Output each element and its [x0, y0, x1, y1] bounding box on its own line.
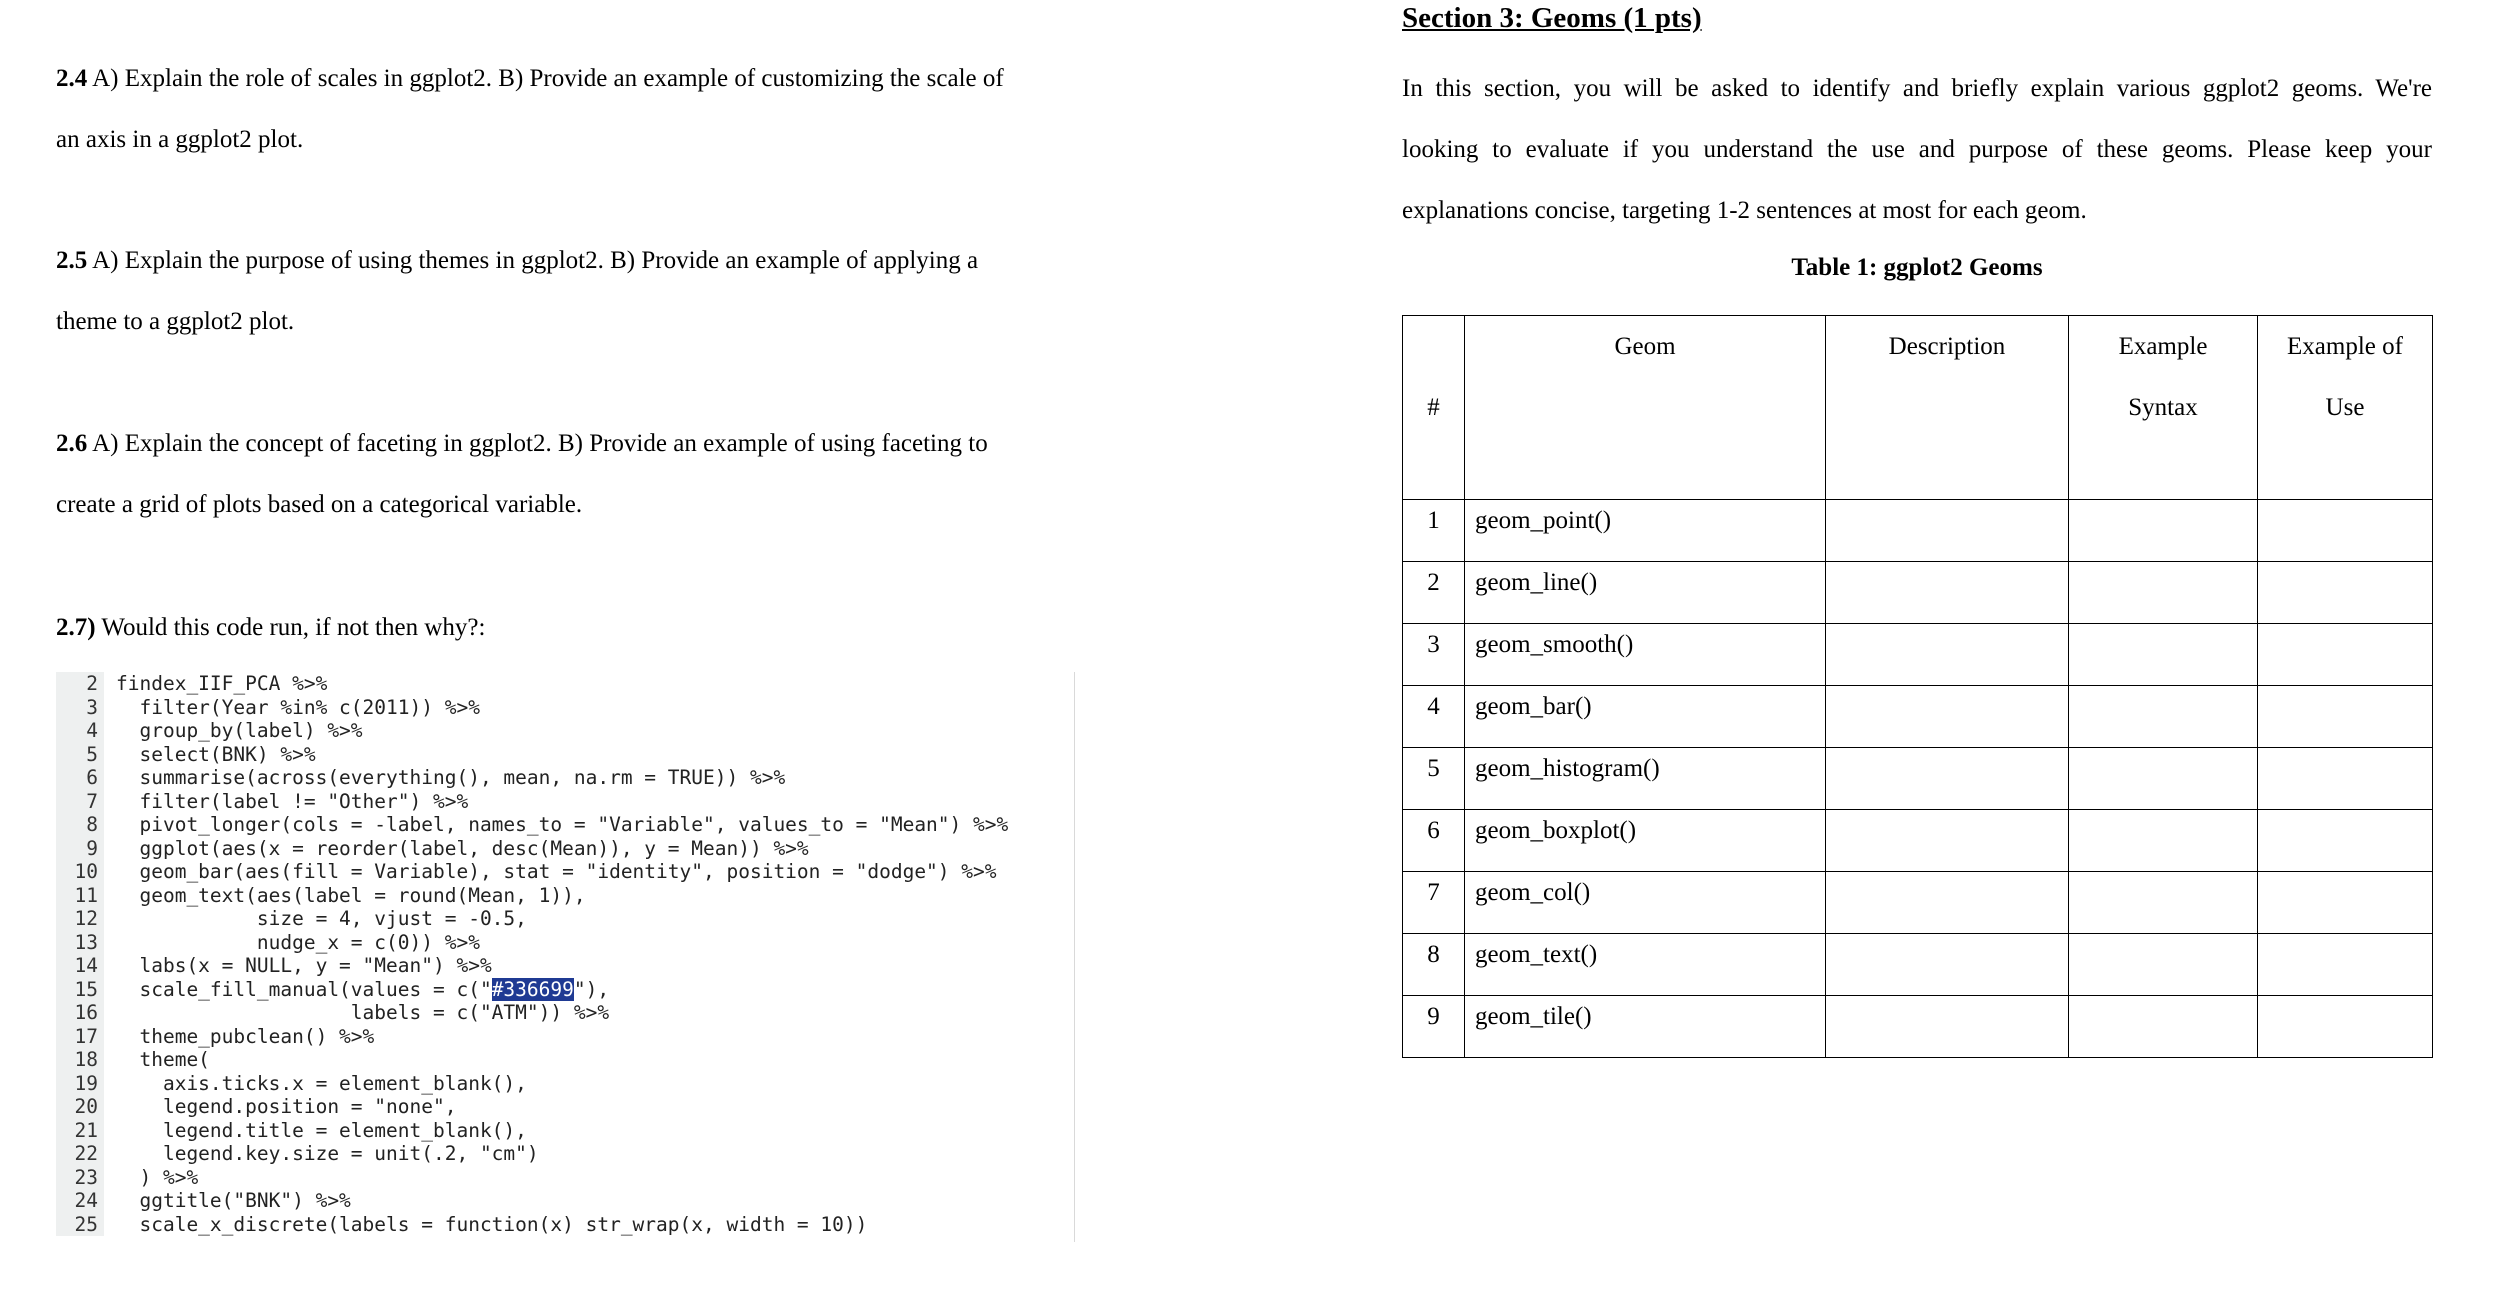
code-line [56, 1213, 1074, 1237]
line-number: 13 [56, 931, 104, 955]
code-line [56, 1025, 1074, 1049]
question-line: an axis in a ggplot2 plot. [56, 126, 304, 153]
table-row [1403, 934, 2433, 996]
line-number: 5 [56, 743, 104, 767]
code-text: labels = c("ATM")) %>% [116, 1001, 610, 1024]
question-text: A) Explain the concept of faceting in ggplot2. B) Provide an example of using faceting to [87, 430, 988, 457]
code-text: ) %>% [116, 1165, 199, 1189]
row-number: 7 [1403, 872, 1465, 934]
code-text: legend.position = "none", [116, 1095, 457, 1118]
header-label: Syntax [2128, 394, 2198, 421]
example-use-cell [2258, 562, 2433, 624]
line-number: 20 [56, 1095, 104, 1119]
question-2-7 [56, 597, 1076, 658]
line-number: 2 [56, 672, 104, 696]
header-example-syntax [2069, 316, 2258, 500]
example-use-cell [2258, 872, 2433, 934]
code-line [56, 813, 1074, 837]
code-line [56, 1072, 1074, 1096]
example-syntax-cell [2069, 562, 2258, 624]
code-line [56, 837, 1074, 861]
code-line [56, 1048, 1074, 1072]
section-intro [1402, 58, 2432, 241]
example-syntax-cell [2069, 872, 2258, 934]
description-cell [1826, 934, 2069, 996]
code-line [56, 1119, 1074, 1143]
code-text: scale_x_discrete(labels = function(x) str_wrap(x, width = 10)) [116, 1212, 868, 1236]
geom-name: geom_tile() [1465, 996, 1826, 1058]
description-cell [1826, 748, 2069, 810]
code-line [56, 1166, 1074, 1190]
code-text: ggplot(aes(x = reorder(label, desc(Mean)), y = Mean)) %>% [116, 836, 809, 860]
question-2-5 [56, 230, 1076, 352]
table-row [1403, 562, 2433, 624]
table-caption: Table 1: ggplot2 Geoms [1791, 254, 2043, 281]
example-use-cell [2258, 934, 2433, 996]
line-number: 21 [56, 1119, 104, 1143]
line-number: 3 [56, 696, 104, 720]
intro-line: explanations concise, targeting 1-2 sentences at most for each geom. [1402, 197, 2087, 224]
code-line [56, 1095, 1074, 1119]
code-text: theme( [116, 1048, 210, 1071]
geom-name: geom_histogram() [1465, 748, 1826, 810]
code-line [56, 743, 1074, 767]
geom-name: geom_smooth() [1465, 624, 1826, 686]
description-cell [1826, 500, 2069, 562]
code-text: legend.title = element_blank(), [116, 1118, 527, 1142]
example-use-cell [2258, 748, 2433, 810]
description-cell [1826, 562, 2069, 624]
example-syntax-cell [2069, 748, 2258, 810]
row-number: 8 [1403, 934, 1465, 996]
line-number: 10 [56, 860, 104, 884]
example-use-cell [2258, 810, 2433, 872]
line-number: 4 [56, 719, 104, 743]
description-cell [1826, 996, 2069, 1058]
line-number: 12 [56, 907, 104, 931]
question-line [56, 597, 1076, 658]
code-line [56, 790, 1074, 814]
geom-name: geom_boxplot() [1465, 810, 1826, 872]
code-text: scale_fill_manual(values = c("#336699"), [116, 977, 610, 1001]
code-line [56, 931, 1074, 955]
table-header-row [1403, 316, 2433, 500]
line-number: 9 [56, 837, 104, 861]
code-text: nudge_x = c(0)) %>% [116, 930, 480, 954]
code-text: size = 4, vjust = -0.5, [116, 907, 527, 930]
code-text: labs(x = NULL, y = "Mean") %>% [116, 954, 492, 977]
code-line [56, 907, 1074, 931]
code-line [56, 719, 1074, 743]
question-number: 2.7) [56, 614, 96, 641]
question-text: Would this code run, if not then why?: [95, 614, 486, 641]
code-text: summarise(across(everything(), mean, na.rm = TRUE)) %>% [116, 766, 786, 789]
question-line [56, 48, 1076, 109]
line-number: 17 [56, 1025, 104, 1049]
header-example-use [2258, 316, 2433, 500]
code-line [56, 1142, 1074, 1166]
example-syntax-cell [2069, 810, 2258, 872]
code-line [56, 884, 1074, 908]
code-text: geom_bar(aes(fill = Variable), stat = "identity", position = "dodge") %>% [116, 860, 997, 883]
row-number: 6 [1403, 810, 1465, 872]
row-number: 3 [1403, 624, 1465, 686]
question-text: A) Explain the role of scales in ggplot2. B) Provide an example of customizing the scale of [87, 65, 1004, 92]
line-number: 7 [56, 790, 104, 814]
example-use-cell [2258, 500, 2433, 562]
question-line: theme to a ggplot2 plot. [56, 308, 295, 335]
description-cell [1826, 872, 2069, 934]
code-snippet [56, 672, 1075, 1242]
example-syntax-cell [2069, 996, 2258, 1058]
header-number: # [1403, 316, 1465, 500]
header-geom-label: Geom [1614, 333, 1676, 360]
geom-name: geom_bar() [1465, 686, 1826, 748]
description-cell [1826, 810, 2069, 872]
line-number: 25 [56, 1213, 104, 1237]
example-use-cell [2258, 686, 2433, 748]
table-row [1403, 624, 2433, 686]
code-line [56, 1189, 1074, 1213]
line-number: 16 [56, 1001, 104, 1025]
code-text: filter(label != "Other") %>% [116, 789, 469, 813]
code-line [56, 672, 1074, 696]
code-text: ggtitle("BNK") %>% [116, 1189, 351, 1212]
line-number: 8 [56, 813, 104, 837]
question-text: A) Explain the purpose of using themes in ggplot2. B) Provide an example of applying a [87, 247, 979, 274]
code-text: group_by(label) %>% [116, 719, 363, 742]
table-row [1403, 500, 2433, 562]
code-text: filter(Year %in% c(2011)) %>% [116, 695, 480, 719]
description-cell [1826, 624, 2069, 686]
code-line [56, 696, 1074, 720]
header-label: Use [2325, 394, 2365, 421]
example-use-cell [2258, 996, 2433, 1058]
header-description-label: Description [1888, 333, 2006, 360]
question-number: 2.6 [56, 430, 88, 457]
section-title: Section 3: Geoms (1 pts) [1402, 2, 1702, 34]
geom-name: geom_col() [1465, 872, 1826, 934]
intro-line: looking to evaluate if you understand the use and purpose of these geoms. Please keep your [1402, 136, 2432, 163]
question-number: 2.5 [56, 247, 88, 274]
code-text: legend.key.size = unit(.2, "cm") [116, 1142, 539, 1165]
header-geom [1465, 316, 1826, 500]
question-2-6 [56, 413, 1076, 535]
example-syntax-cell [2069, 500, 2258, 562]
code-text: theme_pubclean() %>% [116, 1024, 375, 1048]
geom-name: geom_line() [1465, 562, 1826, 624]
example-syntax-cell [2069, 624, 2258, 686]
row-number: 9 [1403, 996, 1465, 1058]
line-number: 19 [56, 1072, 104, 1096]
selected-text: #336699 [491, 977, 574, 1001]
line-number: 15 [56, 978, 104, 1002]
example-use-cell [2258, 624, 2433, 686]
line-number: 6 [56, 766, 104, 790]
code-text: pivot_longer(cols = -label, names_to = "Variable", values_to = "Mean") %>% [116, 813, 1009, 836]
table-row [1403, 686, 2433, 748]
question-line [56, 230, 1076, 291]
line-number: 14 [56, 954, 104, 978]
line-number: 18 [56, 1048, 104, 1072]
row-number: 1 [1403, 500, 1465, 562]
question-line [56, 413, 1076, 474]
code-text: axis.ticks.x = element_blank(), [116, 1071, 527, 1095]
question-line: create a grid of plots based on a categorical variable. [56, 491, 583, 518]
line-number: 23 [56, 1166, 104, 1190]
row-number: 5 [1403, 748, 1465, 810]
code-text: select(BNK) %>% [116, 742, 316, 766]
row-number: 2 [1403, 562, 1465, 624]
line-number: 24 [56, 1189, 104, 1213]
code-line [56, 766, 1074, 790]
table-row [1403, 810, 2433, 872]
geom-name: geom_point() [1465, 500, 1826, 562]
header-description [1826, 316, 2069, 500]
row-number: 4 [1403, 686, 1465, 748]
code-line [56, 978, 1074, 1002]
header-label: Example [2118, 333, 2208, 360]
line-number: 11 [56, 884, 104, 908]
table-row [1403, 872, 2433, 934]
question-number: 2.4 [56, 65, 88, 92]
geoms-table [1402, 315, 2433, 1058]
code-line [56, 1001, 1074, 1025]
example-syntax-cell [2069, 686, 2258, 748]
intro-line: In this section, you will be asked to identify and briefly explain various ggplot2 geoms. We're [1402, 75, 2432, 102]
code-text: findex_IIF_PCA %>% [116, 672, 328, 695]
question-2-4 [56, 48, 1076, 170]
code-line [56, 954, 1074, 978]
table-row [1403, 748, 2433, 810]
geom-name: geom_text() [1465, 934, 1826, 996]
description-cell [1826, 686, 2069, 748]
code-text: geom_text(aes(label = round(Mean, 1)), [116, 883, 586, 907]
code-line [56, 860, 1074, 884]
line-number: 22 [56, 1142, 104, 1166]
example-syntax-cell [2069, 934, 2258, 996]
header-label: Example of [2287, 333, 2403, 360]
table-row [1403, 996, 2433, 1058]
